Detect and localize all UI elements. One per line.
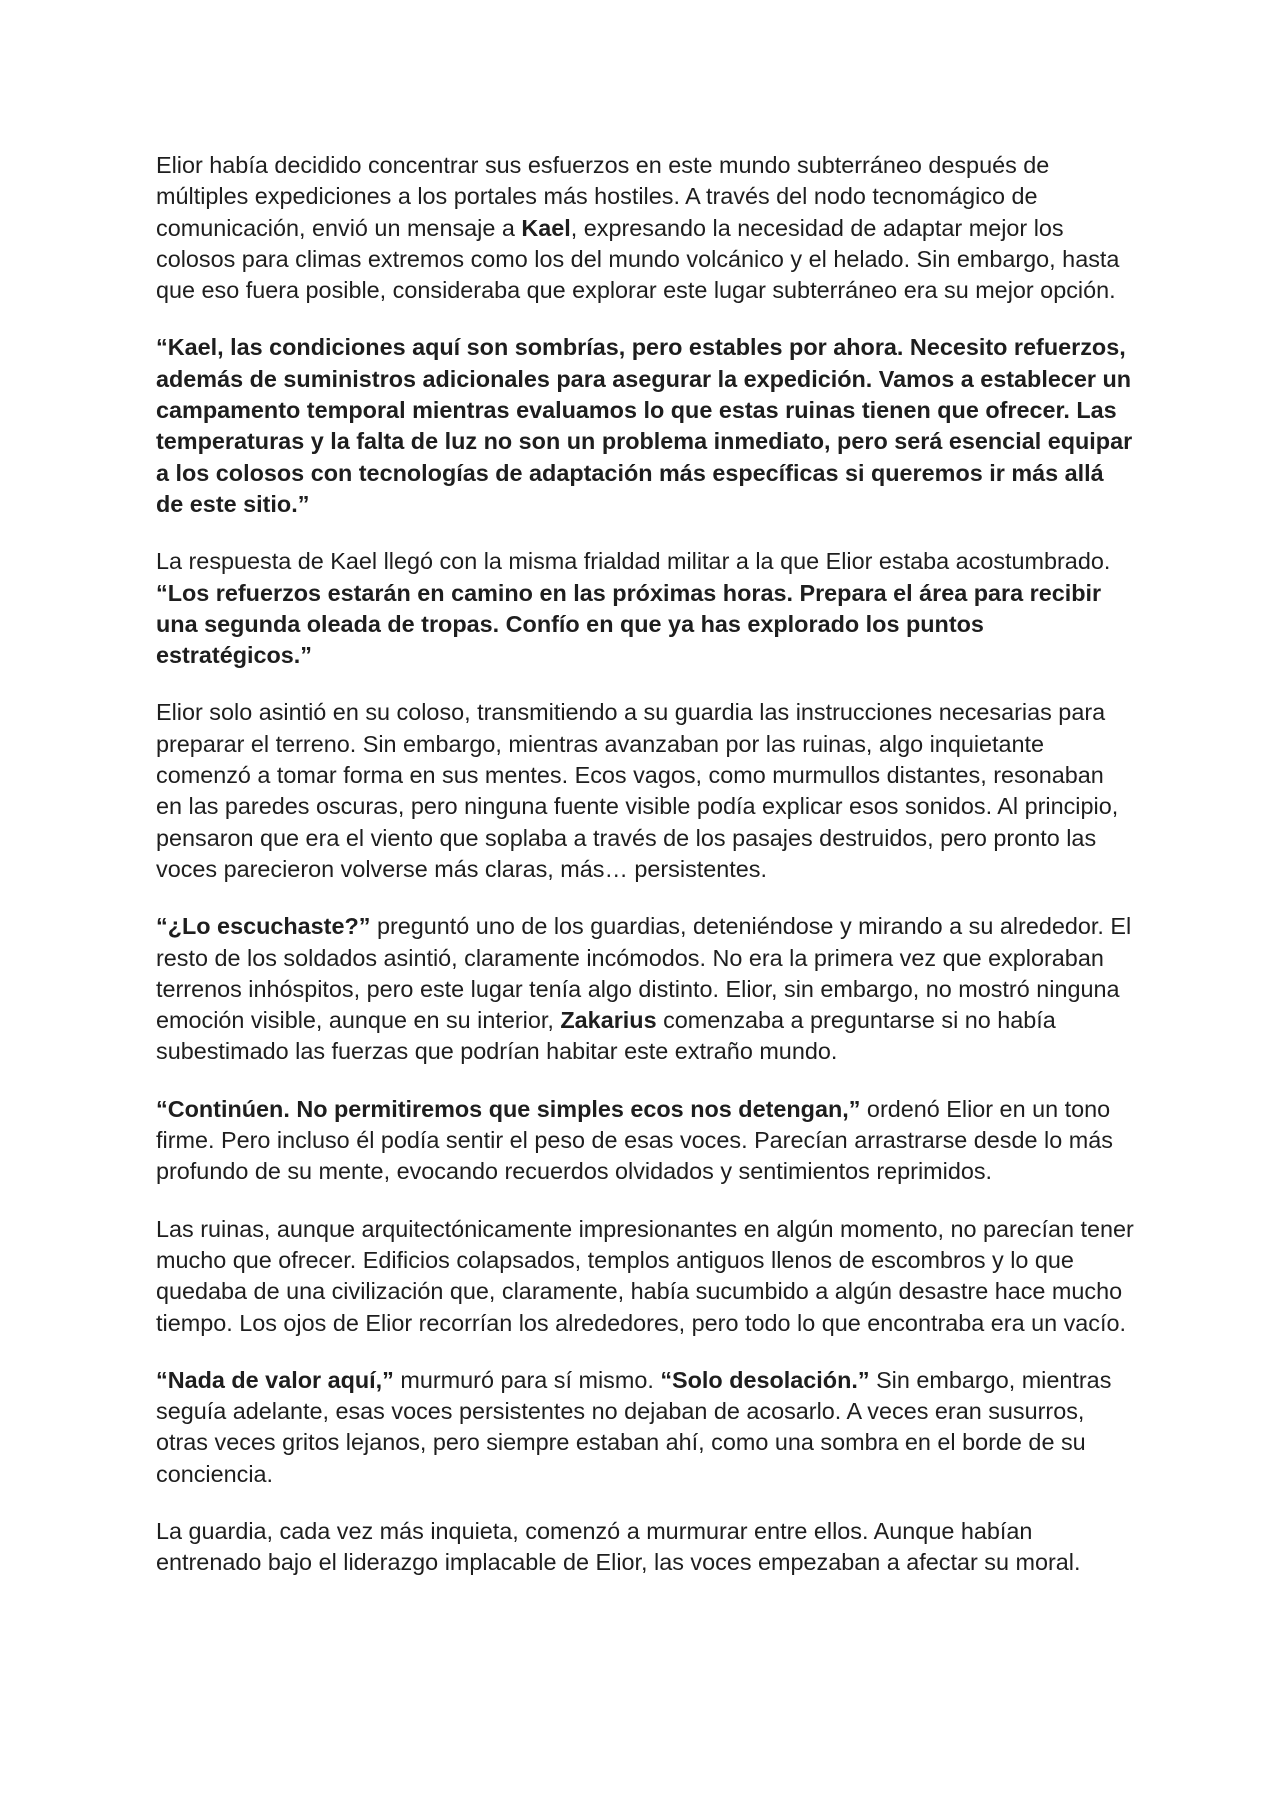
paragraph-5-text-b: comenzaba a preguntarse si no había subestimado las fuerzas que podrían habitar este extraño mundo.	[156, 1007, 1056, 1065]
paragraph-8	[156, 1365, 1136, 1490]
paragraph-3-text: La respuesta de Kael llegó con la misma frialdad militar a la que Elior estaba acostumbrado.	[156, 548, 1111, 575]
paragraph-9	[156, 1516, 1136, 1579]
paragraph-1-text-a: Elior había decidido concentrar sus esfuerzos en este mundo subterráneo después de múltiples expediciones a los portales más hostiles. A través del nodo tecnomágico de comunicación, envió un mensaje a	[156, 152, 1050, 241]
paragraph-3-quote: “Los refuerzos estarán en camino en las próximas horas. Prepara el área para recibir una segunda oleada de tropas. Confío en que ya has explorado los puntos estratégicos.”	[156, 579, 1102, 669]
paragraph-8-quote-a: “Nada de valor aquí,”	[156, 1366, 394, 1393]
paragraph-7-text: Las ruinas, aunque arquitectónicamente impresionantes en algún momento, no parecían tener mucho que ofrecer. Edificios colapsados, templos antiguos llenos de escombros y lo que quedaba de una civilización que, claramente, había sucumbido a algún desastre hace mucho tiempo. Los ojos de Elior recorrían los alrededores, pero todo lo que encontraba era un vacío.	[156, 1215, 1134, 1336]
name-zakarius: Zakarius	[560, 1007, 657, 1034]
paragraph-2-quote: “Kael, las condiciones aquí son sombrías, pero estables por ahora. Necesito refuerzos, además de suministros adicionales para asegurar la expedición. Vamos a establecer un campamento temporal mientras evaluamos lo que estas ruinas tienen que ofrecer. Las temperaturas y la falta de luz no son un problema inmediato, pero será esencial equipar a los colosos con tecnologías de adaptación más específicas si queremos ir más allá de este sitio.”	[156, 334, 1133, 517]
paragraph-1-text-b: , expresando la necesidad de adaptar mejor los colosos para climas extremos como los del mundo volcánico y el helado. Sin embargo, hasta que eso fuera posible, consideraba que explorar este lugar subterráneo era su mejor opción.	[156, 214, 1120, 304]
paragraph-6-quote: “Continúen. No permitiremos que simples ecos nos detengan,”	[156, 1095, 861, 1122]
paragraph-5	[156, 911, 1136, 1067]
paragraph-8-text-a: murmuró para sí mismo.	[393, 1366, 661, 1393]
document-page	[156, 150, 1136, 1605]
paragraph-7	[156, 1214, 1136, 1339]
paragraph-8-text-b: Sin embargo, mientras seguía adelante, esas voces persistentes no dejaban de acosarlo. A veces eran susurros, otras veces gritos lejanos, pero siempre estaban ahí, como una sombra en el borde de su conciencia.	[156, 1366, 1112, 1487]
paragraph-5-text-a: preguntó uno de los guardias, deteniéndose y mirando a su alrededor. El resto de los soldados asintió, claramente incómodos. No era la primera vez que exploraban terrenos inhóspitos, pero este lugar tenía algo distinto. Elior, sin embargo, no mostró ninguna emoción visible, aunque en su interior,	[156, 913, 1132, 1034]
paragraph-6-text: ordenó Elior en un tono firme. Pero incluso él podía sentir el peso de esas voces. Parecían arrastrarse desde lo más profundo de su mente, evocando recuerdos olvidados y sentimientos reprimidos.	[156, 1095, 1113, 1185]
paragraph-4	[156, 697, 1136, 885]
paragraph-2-dialogue	[156, 332, 1136, 520]
paragraph-9-text: La guardia, cada vez más inquieta, comenzó a murmurar entre ellos. Aunque habían entrenado bajo el liderazgo implacable de Elior, las voces empezaban a afectar su moral.	[156, 1517, 1081, 1576]
paragraph-5-quote: “¿Lo escuchaste?”	[156, 913, 371, 940]
paragraph-8-quote-b: “Solo desolación.”	[660, 1366, 870, 1393]
paragraph-1	[156, 150, 1136, 306]
paragraph-6	[156, 1094, 1136, 1188]
name-kael: Kael	[521, 214, 571, 241]
paragraph-4-text: Elior solo asintió en su coloso, transmitiendo a su guardia las instrucciones necesarias para preparar el terreno. Sin embargo, mientras avanzaban por las ruinas, algo inquietante comenzó a tomar forma en sus mentes. Ecos vagos, como murmullos distantes, resonaban en las paredes oscuras, pero ninguna fuente visible podía explicar esos sonidos. Al principio, pensaron que era el viento que soplaba a través de los pasajes destruidos, pero pronto las voces parecieron volverse más claras, más… persistentes.	[156, 699, 1119, 882]
paragraph-3	[156, 546, 1136, 671]
